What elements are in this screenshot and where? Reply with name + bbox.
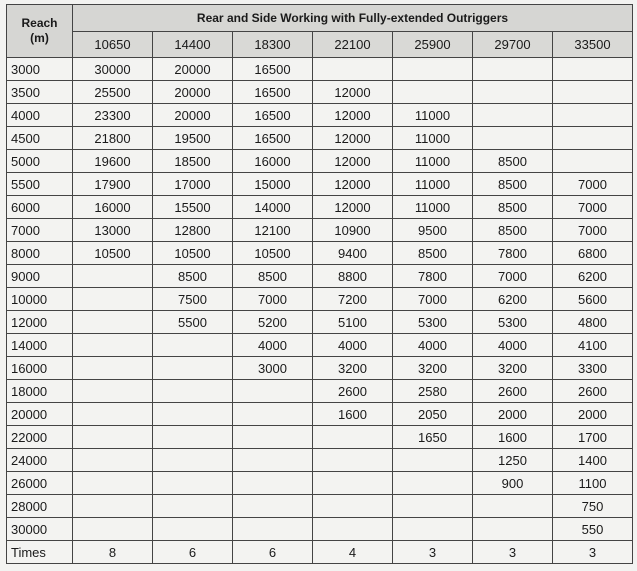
column-header: 10650 — [73, 32, 153, 58]
table-row — [7, 104, 633, 127]
table-row — [7, 357, 633, 380]
reach-cell: 22000 — [7, 426, 73, 449]
times-row — [7, 541, 633, 564]
table-row — [7, 426, 633, 449]
load-cell — [473, 104, 553, 127]
table-row — [7, 472, 633, 495]
column-header: 29700 — [473, 32, 553, 58]
load-cell: 30000 — [73, 58, 153, 81]
load-cell — [73, 311, 153, 334]
load-cell — [553, 127, 633, 150]
reach-cell: 8000 — [7, 242, 73, 265]
load-cell: 6800 — [553, 242, 633, 265]
load-cell: 2600 — [553, 380, 633, 403]
load-cell — [233, 403, 313, 426]
load-cell — [153, 403, 233, 426]
times-label: Times — [7, 541, 73, 564]
load-cell: 4100 — [553, 334, 633, 357]
load-cell: 5600 — [553, 288, 633, 311]
reach-cell: 10000 — [7, 288, 73, 311]
load-cell: 1600 — [313, 403, 393, 426]
load-cell: 1650 — [393, 426, 473, 449]
load-cell: 1250 — [473, 449, 553, 472]
load-cell — [473, 81, 553, 104]
load-cell: 7800 — [393, 265, 473, 288]
load-cell: 8500 — [153, 265, 233, 288]
load-cell: 1100 — [553, 472, 633, 495]
table-row — [7, 265, 633, 288]
load-cell: 7500 — [153, 288, 233, 311]
table-row — [7, 380, 633, 403]
table-row — [7, 173, 633, 196]
column-header: 18300 — [233, 32, 313, 58]
load-cell: 12000 — [313, 104, 393, 127]
load-cell: 16500 — [233, 104, 313, 127]
load-cell: 2000 — [553, 403, 633, 426]
reach-cell: 28000 — [7, 495, 73, 518]
load-cell — [393, 495, 473, 518]
reach-cell: 6000 — [7, 196, 73, 219]
load-cell: 10900 — [313, 219, 393, 242]
table-row — [7, 403, 633, 426]
load-cell — [553, 150, 633, 173]
load-cell: 7000 — [233, 288, 313, 311]
times-cell: 3 — [473, 541, 553, 564]
load-cell: 10500 — [73, 242, 153, 265]
load-cell: 18500 — [153, 150, 233, 173]
load-cell — [153, 334, 233, 357]
load-cell: 16500 — [233, 58, 313, 81]
reach-cell: 3500 — [7, 81, 73, 104]
reach-cell: 26000 — [7, 472, 73, 495]
load-cell: 7000 — [393, 288, 473, 311]
load-cell: 23300 — [73, 104, 153, 127]
load-cell — [73, 288, 153, 311]
table-row — [7, 518, 633, 541]
load-chart-table — [6, 4, 633, 564]
load-cell — [473, 495, 553, 518]
load-cell: 8500 — [473, 150, 553, 173]
load-cell: 7000 — [553, 173, 633, 196]
load-cell: 8500 — [233, 265, 313, 288]
load-cell: 3000 — [233, 357, 313, 380]
column-header: 22100 — [313, 32, 393, 58]
load-cell — [73, 426, 153, 449]
load-cell: 5200 — [233, 311, 313, 334]
load-cell — [73, 403, 153, 426]
load-cell — [233, 495, 313, 518]
load-cell: 550 — [553, 518, 633, 541]
load-cell: 2050 — [393, 403, 473, 426]
load-cell — [73, 334, 153, 357]
load-cell: 7000 — [473, 265, 553, 288]
reach-cell: 4500 — [7, 127, 73, 150]
load-cell: 4800 — [553, 311, 633, 334]
load-cell — [473, 127, 553, 150]
load-cell — [73, 449, 153, 472]
reach-header-line1: Reach — [21, 16, 58, 30]
load-cell — [73, 495, 153, 518]
column-header: 14400 — [153, 32, 233, 58]
load-cell — [233, 472, 313, 495]
load-cell — [313, 426, 393, 449]
load-cell: 11000 — [393, 150, 473, 173]
reach-cell: 14000 — [7, 334, 73, 357]
load-cell — [393, 472, 473, 495]
load-cell — [553, 104, 633, 127]
load-cell — [393, 58, 473, 81]
load-cell: 12000 — [313, 127, 393, 150]
load-cell — [153, 426, 233, 449]
load-cell — [313, 518, 393, 541]
load-cell — [393, 518, 473, 541]
load-cell — [73, 265, 153, 288]
load-cell — [73, 357, 153, 380]
load-cell: 16500 — [233, 81, 313, 104]
load-cell — [73, 380, 153, 403]
load-cell: 12000 — [313, 81, 393, 104]
load-cell — [553, 81, 633, 104]
load-cell: 8500 — [473, 173, 553, 196]
reach-cell: 5500 — [7, 173, 73, 196]
load-cell: 1600 — [473, 426, 553, 449]
load-cell: 10500 — [233, 242, 313, 265]
load-cell: 2600 — [313, 380, 393, 403]
reach-cell: 18000 — [7, 380, 73, 403]
table-row — [7, 127, 633, 150]
load-cell — [233, 518, 313, 541]
load-cell: 14000 — [233, 196, 313, 219]
table-row — [7, 242, 633, 265]
reach-cell: 24000 — [7, 449, 73, 472]
load-cell: 4000 — [473, 334, 553, 357]
load-cell: 12800 — [153, 219, 233, 242]
load-cell: 11000 — [393, 196, 473, 219]
load-cell: 6200 — [553, 265, 633, 288]
load-cell: 5300 — [473, 311, 553, 334]
reach-cell: 20000 — [7, 403, 73, 426]
load-cell — [153, 495, 233, 518]
load-cell: 15000 — [233, 173, 313, 196]
load-cell — [233, 426, 313, 449]
load-cell: 8800 — [313, 265, 393, 288]
load-cell — [233, 380, 313, 403]
load-cell — [153, 380, 233, 403]
table-row — [7, 81, 633, 104]
load-cell — [313, 495, 393, 518]
load-cell: 7000 — [553, 219, 633, 242]
load-cell: 6200 — [473, 288, 553, 311]
load-cell: 2600 — [473, 380, 553, 403]
load-cell: 7800 — [473, 242, 553, 265]
load-cell: 5300 — [393, 311, 473, 334]
load-cell — [233, 449, 313, 472]
load-cell: 750 — [553, 495, 633, 518]
load-cell: 12000 — [313, 173, 393, 196]
load-cell — [313, 449, 393, 472]
load-cell — [153, 449, 233, 472]
load-cell: 9500 — [393, 219, 473, 242]
reach-cell: 30000 — [7, 518, 73, 541]
load-cell: 17900 — [73, 173, 153, 196]
times-cell: 3 — [393, 541, 473, 564]
load-cell: 21800 — [73, 127, 153, 150]
load-cell — [73, 518, 153, 541]
table-row — [7, 495, 633, 518]
load-cell: 20000 — [153, 58, 233, 81]
load-cell: 8500 — [473, 196, 553, 219]
reach-cell: 12000 — [7, 311, 73, 334]
reach-header — [7, 5, 73, 58]
load-cell: 25500 — [73, 81, 153, 104]
table-row — [7, 219, 633, 242]
load-cell: 10500 — [153, 242, 233, 265]
load-cell: 16000 — [233, 150, 313, 173]
load-cell: 11000 — [393, 127, 473, 150]
load-cell: 2580 — [393, 380, 473, 403]
table-title: Rear and Side Working with Fully-extended Outriggers — [73, 5, 633, 32]
table-row — [7, 334, 633, 357]
table-row — [7, 288, 633, 311]
load-cell: 8500 — [393, 242, 473, 265]
load-cell: 9400 — [313, 242, 393, 265]
load-cell — [153, 518, 233, 541]
load-cell — [313, 472, 393, 495]
reach-cell: 7000 — [7, 219, 73, 242]
load-cell: 5100 — [313, 311, 393, 334]
load-cell: 16000 — [73, 196, 153, 219]
load-cell: 7000 — [553, 196, 633, 219]
reach-header-line2: (m) — [30, 31, 49, 45]
load-cell: 16500 — [233, 127, 313, 150]
reach-cell: 5000 — [7, 150, 73, 173]
load-cell: 19600 — [73, 150, 153, 173]
load-cell: 17000 — [153, 173, 233, 196]
load-cell — [393, 449, 473, 472]
reach-cell: 9000 — [7, 265, 73, 288]
load-cell: 7200 — [313, 288, 393, 311]
load-cell: 1700 — [553, 426, 633, 449]
load-cell: 4000 — [233, 334, 313, 357]
load-cell — [473, 58, 553, 81]
load-cell: 3200 — [393, 357, 473, 380]
table-row — [7, 58, 633, 81]
reach-cell: 16000 — [7, 357, 73, 380]
load-cell: 3200 — [473, 357, 553, 380]
reach-cell: 3000 — [7, 58, 73, 81]
times-cell: 4 — [313, 541, 393, 564]
load-cell — [73, 472, 153, 495]
load-cell: 19500 — [153, 127, 233, 150]
table-row — [7, 311, 633, 334]
load-cell: 12000 — [313, 150, 393, 173]
load-cell — [393, 81, 473, 104]
table-body — [7, 58, 633, 564]
times-cell: 8 — [73, 541, 153, 564]
reach-cell: 4000 — [7, 104, 73, 127]
times-cell: 6 — [233, 541, 313, 564]
load-cell: 4000 — [393, 334, 473, 357]
load-cell — [473, 518, 553, 541]
table-row — [7, 449, 633, 472]
column-header: 25900 — [393, 32, 473, 58]
load-cell — [153, 357, 233, 380]
times-cell: 3 — [553, 541, 633, 564]
load-cell: 12100 — [233, 219, 313, 242]
load-cell — [153, 472, 233, 495]
load-cell — [553, 58, 633, 81]
load-cell: 12000 — [313, 196, 393, 219]
load-cell: 4000 — [313, 334, 393, 357]
table-row — [7, 150, 633, 173]
load-cell: 5500 — [153, 311, 233, 334]
column-header: 33500 — [553, 32, 633, 58]
table-row — [7, 196, 633, 219]
load-cell: 2000 — [473, 403, 553, 426]
load-cell — [313, 58, 393, 81]
boom-length-header-row — [7, 32, 633, 58]
load-cell: 15500 — [153, 196, 233, 219]
load-cell: 20000 — [153, 81, 233, 104]
load-cell: 13000 — [73, 219, 153, 242]
load-cell: 3300 — [553, 357, 633, 380]
load-cell: 1400 — [553, 449, 633, 472]
times-cell: 6 — [153, 541, 233, 564]
load-cell: 8500 — [473, 219, 553, 242]
load-cell: 11000 — [393, 173, 473, 196]
load-cell: 11000 — [393, 104, 473, 127]
load-cell: 20000 — [153, 104, 233, 127]
load-cell: 3200 — [313, 357, 393, 380]
load-cell: 900 — [473, 472, 553, 495]
